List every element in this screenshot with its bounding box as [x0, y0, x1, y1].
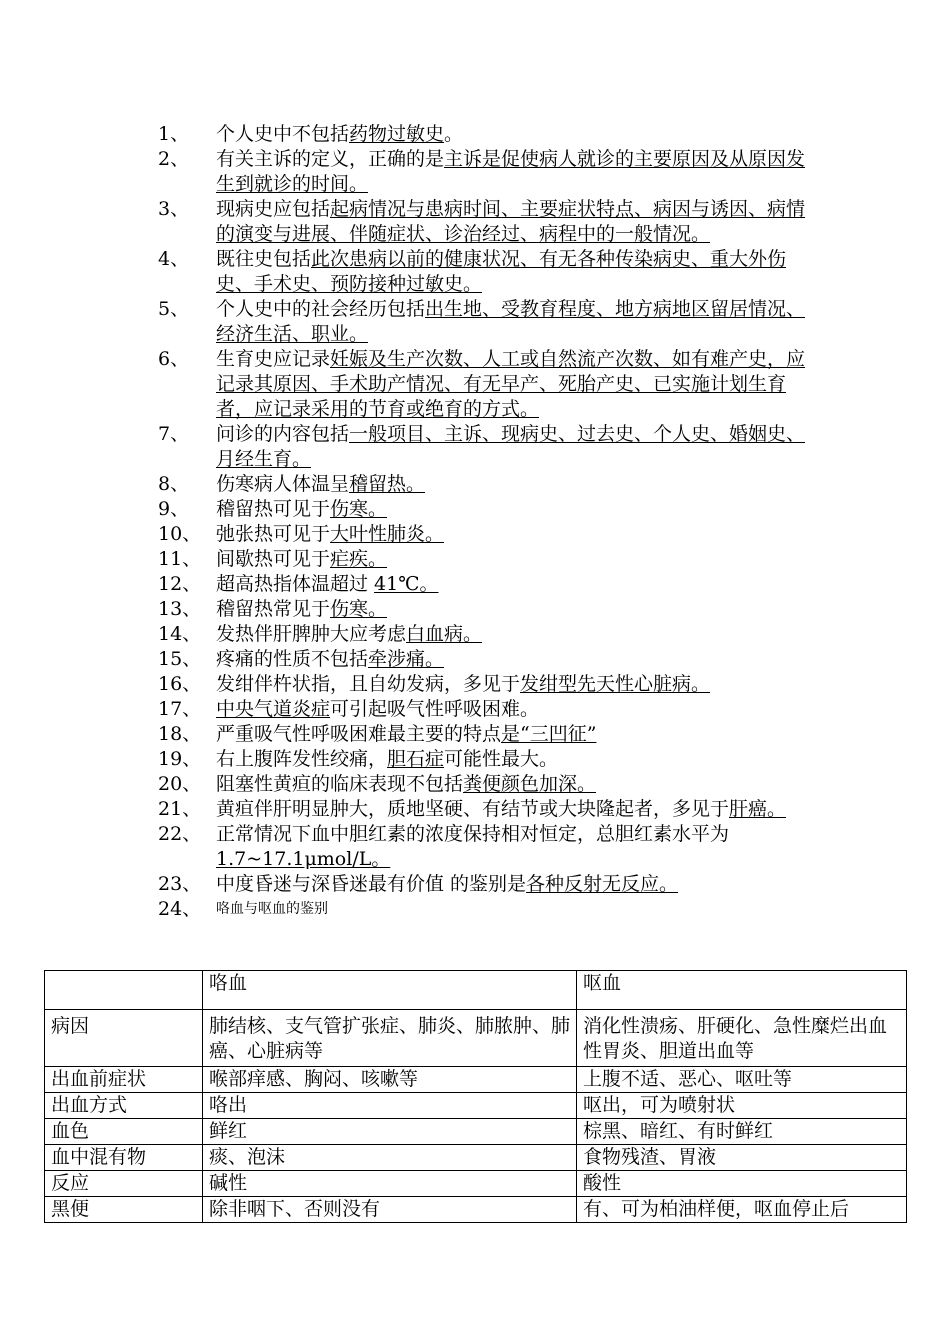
question-list [158, 122, 818, 922]
comparison-table [44, 970, 907, 1223]
answer-text: 肝癌。 [729, 798, 787, 820]
answer-text: 伤寒。 [330, 598, 388, 620]
answer-text: 大叶性肺炎。 [330, 523, 445, 545]
answer-text: 出生地、受教育程度、地方病地区留居情况、经济生活、职业。 [216, 298, 806, 345]
list-item: 1、 个人史中不包括药物过敏史。 [158, 123, 464, 145]
table-row [45, 1171, 907, 1197]
list-item: 8、 伤寒病人体温呈稽留热。 [158, 473, 426, 495]
list-item: 23、 中度昏迷与深昏迷最有价值 的鉴别是各种反射无反应。 [158, 873, 679, 895]
table-cell: 痰、泡沫 [203, 1145, 577, 1171]
table-cell: 咯出 [203, 1093, 577, 1119]
table-row [45, 1145, 907, 1171]
list-item: 4、 既往史包括此次患病以前的健康状况、有无各种传染病史、重大外伤史、手术史、预防接种过敏史。 [158, 248, 787, 295]
table-cell: 出血前症状 [45, 1067, 203, 1093]
list-item: 18、 严重吸气性呼吸困难最主要的特点是“三凹征” [158, 723, 597, 745]
answer-text: 一般项目、主诉、现病史、过去史、个人史、婚姻史、月经生育。 [216, 423, 806, 470]
answer-text: 中央气道炎症 [216, 698, 331, 720]
list-item: 15、 疼痛的性质不包括牵涉痛。 [158, 648, 445, 670]
list-item: 17、 中央气道炎症可引起吸气性呼吸困难。 [158, 698, 540, 720]
answer-text: 1.7~17.1μmol/L。 [216, 848, 391, 870]
list-item: 10、 弛张热可见于大叶性肺炎。 [158, 523, 445, 545]
answer-text: 伤寒。 [330, 498, 388, 520]
table-header-row [45, 971, 907, 1010]
table-row [45, 1119, 907, 1145]
list-item: 12、 超高热指体温超过 41℃。 [158, 573, 439, 595]
table-caption: 咯血与呕血的鉴别 [216, 901, 328, 917]
answer-text: 41℃。 [374, 573, 439, 595]
table-cell: 反应 [45, 1171, 203, 1197]
table-cell: 血色 [45, 1119, 203, 1145]
list-item: 5、 个人史中的社会经历包括出生地、受教育程度、地方病地区留居情况、经济生活、职业。 [158, 298, 806, 345]
list-item: 21、 黄疸伴肝明显肿大，质地坚硬、有结节或大块隆起者，多见于肝癌。 [158, 798, 787, 820]
list-item: 7、 问诊的内容包括一般项目、主诉、现病史、过去史、个人史、婚姻史、月经生育。 [158, 423, 806, 470]
list-item: 9、 稽留热可见于伤寒。 [158, 498, 388, 520]
table-cell: 食物残渣、胃液 [577, 1145, 907, 1171]
answer-text: 白血病。 [406, 623, 483, 645]
answer-text: 主诉是促使病人就诊的主要原因及从原因发生到就诊的时间。 [216, 148, 806, 195]
table-cell: 消化性溃疡、肝硬化、急性糜烂出血性胃炎、胆道出血等 [577, 1010, 907, 1067]
list-item: 11、 间歇热可见于疟疾。 [158, 548, 388, 570]
table-cell: 肺结核、支气管扩张症、肺炎、肺脓肿、肺癌、心脏病等 [203, 1010, 577, 1067]
list-item: 6、 生育史应记录妊娠及生产次数、人工或自然流产次数、如有难产史，应记录其原因、手术助产情况、有无早产、死胎产史、已实施计划生育者，应记录采用的节育或绝育的方式。 [158, 348, 806, 420]
table-cell: 除非咽下、否则没有 [203, 1197, 577, 1223]
answer-text: 胆石症 [387, 748, 445, 770]
answer-text: 粪便颜色加深。 [463, 773, 597, 795]
answer-text: 妊娠及生产次数、人工或自然流产次数、如有难产史，应记录其原因、手术助产情况、有无早产、死胎产史、已实施计划生育者，应记录采用的节育或绝育的方式。 [216, 348, 806, 420]
answer-text: 发绀型先天性心脏病。 [520, 673, 711, 695]
answer-text: 疟疾。 [330, 548, 388, 570]
table-cell: 鲜红 [203, 1119, 577, 1145]
list-item: 13、 稽留热常见于伤寒。 [158, 598, 388, 620]
answer-text: 起病情况与患病时间、主要症状特点、病因与诱因、病情的演变与进展、伴随症状、诊治经过、病程中的一般情况。 [216, 198, 806, 245]
answer-text: 各种反射无反应。 [526, 873, 679, 895]
table-cell: 喉部痒感、胸闷、咳嗽等 [203, 1067, 577, 1093]
list-item: 20、 阻塞性黄疸的临床表现不包括粪便颜色加深。 [158, 773, 597, 795]
table-cell: 病因 [45, 1010, 203, 1067]
table-cell: 有、可为柏油样便，呕血停止后 [577, 1197, 907, 1223]
list-item: 3、 现病史应包括起病情况与患病时间、主要症状特点、病因与诱因、病情的演变与进展、伴随症状、诊治经过、病程中的一般情况。 [158, 198, 806, 245]
answer-text: 稽留热。 [349, 473, 426, 495]
list-item: 24、 咯血与呕血的鉴别 [158, 897, 818, 922]
list-item: 14、 发热伴肝脾肿大应考虑白血病。 [158, 623, 483, 645]
answer-text: 此次患病以前的健康状况、有无各种传染病史、重大外伤史、手术史、预防接种过敏史。 [216, 248, 787, 295]
table-row [45, 1067, 907, 1093]
table-cell: 酸性 [577, 1171, 907, 1197]
table-header-cell: 咯血 [203, 971, 577, 1010]
table-row [45, 1197, 907, 1223]
table-cell: 出血方式 [45, 1093, 203, 1119]
table-row [45, 1093, 907, 1119]
list-item: 16、 发绀伴杵状指，且自幼发病，多见于发绀型先天性心脏病。 [158, 673, 711, 695]
table-cell: 棕黑、暗红、有时鲜红 [577, 1119, 907, 1145]
table-cell: 呕出，可为喷射状 [577, 1093, 907, 1119]
answer-text: 是“三凹征” [501, 723, 597, 745]
table-cell: 血中混有物 [45, 1145, 203, 1171]
table-cell: 碱性 [203, 1171, 577, 1197]
answer-text: 药物过敏史 [349, 123, 445, 145]
table-cell: 黑便 [45, 1197, 203, 1223]
table-cell: 上腹不适、恶心、呕吐等 [577, 1067, 907, 1093]
list-item: 19、 右上腹阵发性绞痛，胆石症可能性最大。 [158, 748, 559, 770]
answer-text: 牵涉痛。 [368, 648, 445, 670]
list-item: 2、 有关主诉的定义，正确的是主诉是促使病人就诊的主要原因及从原因发生到就诊的时间。 [158, 148, 806, 195]
table-header-cell: 呕血 [577, 971, 907, 1010]
table-row [45, 1010, 907, 1067]
list-item: 22、 正常情况下血中胆红素的浓度保持相对恒定，总胆红素水平为 1.7~17.1μmol/L。 [158, 823, 730, 870]
table-header-cell [45, 971, 203, 1010]
